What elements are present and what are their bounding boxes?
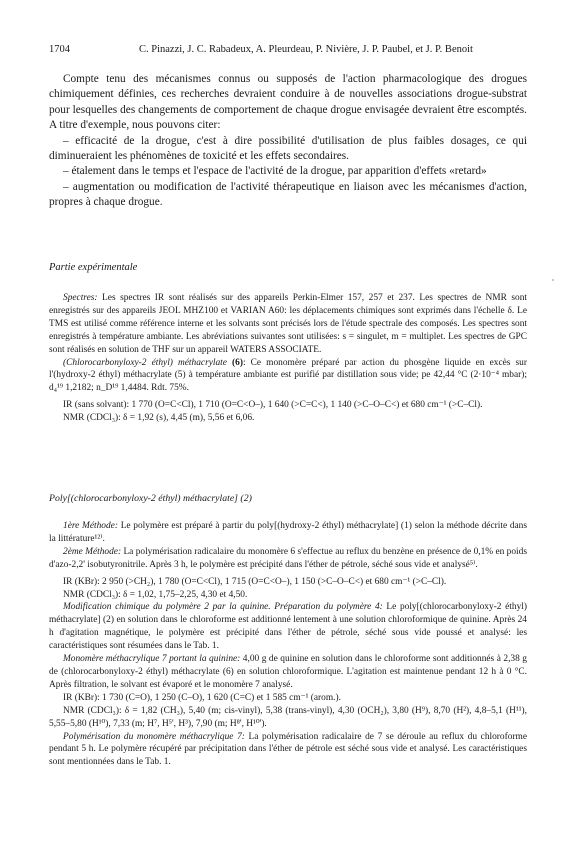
ir-line-polymer: IR (KBr): 2 950 (>CH₂), 1 780 (O=C<Cl), 1 715 (O=C<O–), 1 150 (>C–O–C<) et 680 cm⁻¹ (>C–Cl). xyxy=(63,576,447,587)
nmr-line-polymer: NMR (CDCl₃): δ = 1,02, 1,75–2,25, 4,30 et 4,50. xyxy=(63,589,248,600)
method2-label: 2ème Méthode: xyxy=(63,546,122,557)
monomer7-text: 4,00 g de quinine en solution dans le chloroforme sont additionnés à 2,38 g de (chlorocarbonyloxy-2 éthyl) méthacrylate (6) en solution chloroformique. L'agitation est maintenue pendant 12 h à 0 °C. Après filtration, le solvant est évaporé et le monomère 7 analysé. xyxy=(49,654,527,690)
polymer-block xyxy=(49,520,527,769)
modification-label: Modification chimique du polymère 2 par la quinine. Préparation du polymère 4: xyxy=(63,602,383,613)
intro-block xyxy=(49,72,527,211)
chloro-paragraph xyxy=(49,357,527,396)
chloro-label: (Chlorocarbonyloxy-2 éthyl) méthacrylate xyxy=(63,357,227,368)
spectres-paragraph xyxy=(49,292,527,357)
ir-line-monomer7: IR (KBr): 1 730 (C=O), 1 250 (C–O), 1 620 (C=C) et 1 585 cm⁻¹ (arom.). xyxy=(63,692,341,703)
method1-paragraph xyxy=(49,520,527,546)
ir-line-monomer: IR (sans solvant): 1 770 (O=C<Cl), 1 710 (O=C<O–), 1 640 (>C=C<), 1 140 (>C–O–C<) et 680 cm⁻¹ (>C–Cl). xyxy=(63,400,483,411)
spectres-text: Les spectres IR sont réalisés sur des appareils Perkin-Elmer 157, 257 et 237. Les spectres de NMR sont enregistrés sur des appareils JEOL MHZ100 et VARIAN A60: les déplacements chimiques sont exprimés dans l'échelle δ. Le TMS est utilisé comme référence interne et les solvants sont précisés lors de l'étude spectrale des composés. Les spectres sont enregistrés à température ambiante. Les abréviations suivantes sont utilisées: s = singulet, m = multiplet. Les spectres de GPC sont réalisés en solution de THF sur un appareil WATERS ASSOCIATE. xyxy=(49,293,527,355)
monomer7-label: Monomère méthacrylique 7 portant la quinine: xyxy=(63,654,241,665)
method1-text: Le polymère est préparé à partir du poly[(hydroxy-2 éthyl) méthacrylate] (1) selon la méthode décrite dans la littérature¹²⁾. xyxy=(49,521,528,544)
intro-bullet-1: – efficacité de la drogue, c'est à dire possibilité d'utilisation de plus faibles dosages, ce qui diminueraient les phénomènes de toxicité et les effets secondaires. xyxy=(49,134,527,163)
method2-text: La polymérisation radicalaire du monomère 6 s'effectue au reflux du benzène en présence de 0,1% en poids d'azo-2,2' isobutyronitrile. Après 3 h, le polymère est précipité dans l'éther de pétrole, séché sous vide et analysé⁵⁾. xyxy=(49,546,527,570)
modification-paragraph xyxy=(49,601,527,653)
section-heading-polymer: Poly[(chlorocarbonyloxy-2 éthyl) méthacrylate] (2) xyxy=(49,493,252,504)
polymerisation-label: Polymérisation du monomère méthacrylique 7: xyxy=(63,731,245,742)
nmr-line-monomer7: NMR (CDCl₃): δ = 1,82 (CH₃), 5,40 (m; cis-vinyl), 5,38 (trans-vinyl), 4,30 (OCH₂), 3,80 (H⁹), 8,70 (H²), 4,8–5,1 (H¹¹), 5,55–5,80 (H¹⁰), 7,33 (m; H⁷, H⁵', H³), 7,90 (m; H⁸', H¹⁰'). xyxy=(49,705,527,729)
spectres-label: Spectres: xyxy=(63,293,98,303)
intro-bullet-2: – étalement dans le temps et l'espace de l'activité de la drogue, par apparition d'effets «retard» xyxy=(63,165,487,178)
intro-bullet-3: – augmentation ou modification de l'activité thérapeutique en liaison avec les mécanismes d'action, propres à chaque drogue. xyxy=(49,180,527,209)
modification-text: Le poly[(chlorocarbonyloxy-2 éthyl) méthacrylate] (2) en solution dans le chloroforme est additionné lentement à une solution chloroformique de quinine. Après 24 h d'agitation magnétique, le polymère est précipité dans l'éther de pétrole, séché sous vide poussé et analysé: les caractéristiques sont résumées dans le Tab. 1. xyxy=(49,602,527,652)
chloro-text: : Ce monomère préparé par action du phosgène liquide en excès sur l'(hydroxy-2 éthyl) méthacrylate (5) à température ambiante est purifié par distillation sous vide; pe 42,44 °C (2·10⁻⁴ mbar); d₄¹⁹ 1,2182; n_D¹⁹ 1,4484. Rdt. 75%. xyxy=(49,357,527,394)
method1-label: 1ère Méthode: xyxy=(63,521,118,531)
polymerisation-text: La polymérisation radicalaire de 7 se déroule au reflux du chloroforme pendant 5 h. Le polymère récupéré par précipitation dans l'éther de pétrole est séché sous vide et analysé. Les caractéristiques sont mentionnées dans le Tab. 1. xyxy=(49,731,527,768)
intro-paragraph: Compte tenu des mécanismes connus ou supposés de l'action pharmacologique des drogues chimiquement définies, ces recherches devraient conduire à de nouvelles associations drogue-substrat pour lesquelles des changements de comportement de chaque drogue envisagée devraient être escomptés. A titre d'exemple, nous pouvons citer: xyxy=(49,73,527,132)
experimental-block xyxy=(49,292,527,425)
margin-dot xyxy=(552,279,554,281)
nmr-line-monomer: NMR (CDCl₃): δ = 1,92 (s), 4,45 (m), 5,56 et 6,06. xyxy=(63,413,255,424)
polymerisation-paragraph xyxy=(49,731,527,770)
chloro-num: (6) xyxy=(226,357,243,368)
method2-paragraph xyxy=(49,546,527,572)
monomer7-paragraph xyxy=(49,653,527,692)
section-heading-experimental: Partie expérimentale xyxy=(49,262,138,273)
author-line: C. Pinazzi, J. C. Rabadeux, A. Pleurdeau, P. Nivière, J. P. Paubel, et J. P. Benoit xyxy=(139,44,473,55)
page-number: 1704 xyxy=(49,44,70,55)
